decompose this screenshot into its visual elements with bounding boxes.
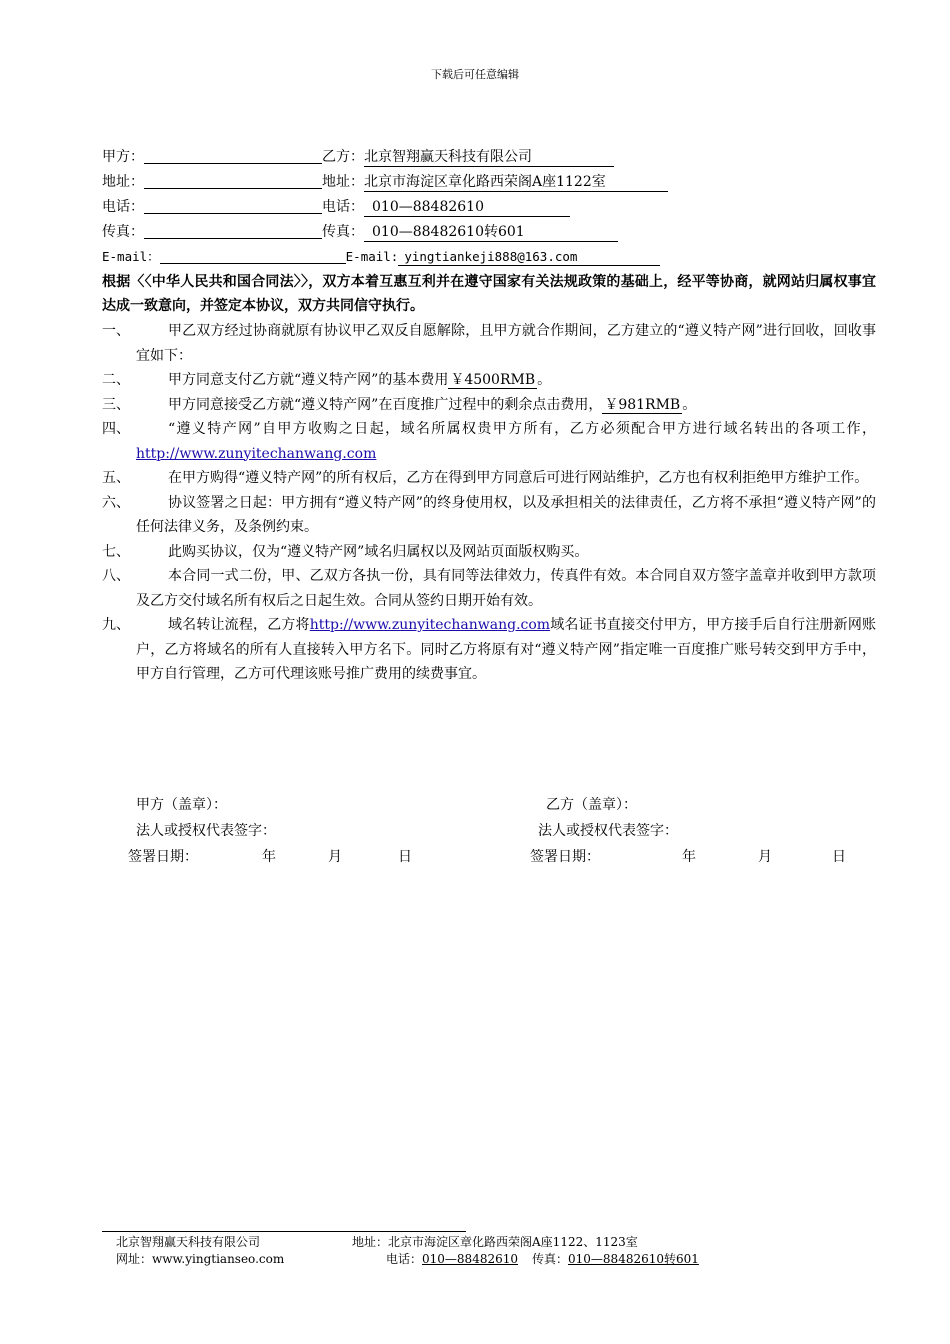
party-a-email-blank [160, 247, 346, 264]
party-a-fax-blank [144, 222, 322, 239]
party-b-signature-block [530, 792, 846, 870]
year-label: 年 [682, 849, 696, 865]
clause-number: 六、 [102, 494, 130, 511]
footer-fax-label: 传真： [532, 1252, 569, 1266]
clause-2 [102, 368, 876, 393]
party-a-label: 甲方： [102, 149, 144, 165]
day-label: 日 [832, 849, 846, 865]
clause-text-part: 。 [682, 396, 697, 413]
footer-phone-label: 电话： [386, 1252, 423, 1266]
month-label: 月 [328, 849, 342, 865]
footer-right [352, 1234, 699, 1268]
party-a-phone-blank [144, 197, 322, 214]
clause-text [102, 417, 876, 466]
clause-text [102, 393, 876, 418]
footer-divider [102, 1231, 466, 1232]
clause-text-part: 甲方同意支付乙方就“遵义特产网”的基本费用 [168, 372, 449, 388]
party-b-phone-label: 电话： [322, 199, 364, 215]
clause-number: 二、 [102, 372, 130, 388]
footer-address-row [352, 1234, 699, 1251]
clause-number: 七、 [102, 543, 130, 560]
party-name-row [102, 146, 882, 171]
clause-number: 八、 [102, 568, 130, 584]
party-b-seal-label: 乙方（盖章）： [546, 797, 637, 813]
party-a-address-label: 地址： [102, 174, 144, 190]
fax-row [102, 221, 882, 246]
footer-phone: 010—88482610 [422, 1252, 518, 1266]
party-b-fax-label: 传真： [322, 224, 364, 240]
clause-number: 九、 [102, 617, 130, 633]
clause-number: 一、 [102, 323, 130, 339]
email-row [102, 246, 882, 271]
footer-website: www.yingtianseo.com [152, 1252, 285, 1266]
party-a-phone-label: 电话： [102, 199, 144, 215]
party-b-fax: 010—88482610转601 [364, 224, 618, 242]
footer-company: 北京智翔赢天科技有限公司 [116, 1235, 261, 1249]
party-b-name: 北京智翔赢天科技有限公司 [364, 149, 614, 167]
click-fee-amount: ￥981RMB [604, 396, 681, 413]
clause-1 [102, 319, 876, 368]
address-row [102, 171, 882, 196]
clause-text: 协议签署之日起：甲方拥有“遵义特产网”的终身使用权，以及承担相关的法律责任，乙方将不承担“遵义特产网”的任何法律义务，及条例约束。 [136, 494, 876, 535]
party-b-rep-label: 法人或授权代表签字： [538, 823, 678, 839]
clause-text-part: 甲方同意接受乙方就“遵义特产网”在百度推广过程中的剩余点击费用， [168, 396, 603, 413]
party-b-date-row [530, 844, 846, 870]
clause-number: 五、 [102, 470, 130, 486]
footer-website-label: 网址： [116, 1252, 153, 1266]
website-link[interactable]: http://www.zunyitechanwang.com [136, 445, 377, 462]
party-a-fax-label: 传真： [102, 224, 144, 240]
party-b-label: 乙方： [322, 149, 364, 165]
phone-row [102, 196, 882, 221]
clause-7 [102, 540, 876, 565]
month-label: 月 [758, 849, 772, 865]
party-a-rep-label: 法人或授权代表签字： [136, 823, 276, 839]
clause-text [102, 613, 876, 687]
party-a-name-blank [144, 147, 322, 164]
party-a-seal-label: 甲方（盖章）： [136, 797, 227, 813]
party-a-signature-block [128, 792, 412, 870]
year-label: 年 [262, 849, 276, 865]
website-link[interactable]: http://www.zunyitechanwang.com [309, 617, 551, 633]
clause-number: 三、 [102, 396, 130, 413]
footer-contact-row [352, 1251, 699, 1268]
footer-fax: 010—88482610转601 [568, 1252, 699, 1266]
footer-left [116, 1234, 284, 1268]
intro-paragraph: 根据〈〈中华人民共和国合同法〉〉，双方本着互惠互利并在遵守国家有关法规政策的基础上，经平等协商，就网站归属权事宜达成一致意向，并签定本协议，双方共同信守执行。 [102, 274, 876, 314]
clause-5 [102, 466, 876, 491]
header-note: 下载后可任意编辑 [431, 68, 519, 81]
party-a-email-label: E-mail： [102, 249, 160, 264]
clause-text [102, 368, 876, 393]
footer-website-row [116, 1251, 284, 1268]
day-label: 日 [398, 849, 412, 865]
clause-6 [102, 491, 876, 540]
clause-list [102, 319, 876, 687]
clause-4 [102, 417, 876, 466]
date-label: 签署日期： [530, 849, 600, 865]
party-b-address-label: 地址： [322, 174, 364, 190]
clause-8 [102, 564, 876, 613]
clause-text-part: 域名证书直接交付甲方，甲方接手后自行注册新网账户，乙方将域名的所有人直接转入甲方名下。同时乙方将原有对“遵义特产网”指定唯一百度推广账号转交到甲方手中，甲方自行管理，乙方可代理该账号推广费用的续费事宜。 [136, 617, 877, 682]
clause-3 [102, 393, 876, 418]
party-a-date-row [128, 844, 412, 870]
clause-9 [102, 613, 876, 687]
party-b-address: 北京市海淀区章化路西荣阁A座1122室 [364, 174, 668, 192]
clause-text-part: 。 [537, 372, 552, 388]
clause-text: 此购买协议，仅为“遵义特产网”域名归属权以及网站页面版权购买。 [168, 543, 589, 560]
clause-text-part: 域名转让流程，乙方将 [168, 617, 310, 633]
clause-text: 本合同一式二份，甲、乙双方各执一份，具有同等法律效力，传真件有效。本合同自双方签字盖章并收到甲方款项及乙方交付域名所有权后之日起生效。合同从签约日期开始有效。 [136, 568, 876, 609]
party-b-email-label: E-mail: [345, 249, 399, 264]
party-b-email: yingtiankeji888@163.com [398, 248, 660, 266]
party-info [102, 146, 882, 271]
footer-address-label: 地址： [352, 1235, 389, 1249]
clause-number: 四、 [102, 421, 130, 437]
date-label: 签署日期： [128, 849, 198, 865]
clause-text-part: “遵义特产网”自甲方收购之日起，域名所属权贵甲方所有，乙方必须配合甲方进行域名转出的各项工作， [168, 421, 876, 437]
clause-text: 在甲方购得“遵义特产网”的所有权后，乙方在得到甲方同意后可进行网站维护，乙方也有权利拒绝甲方维护工作。 [168, 470, 869, 486]
party-b-phone: 010—88482610 [364, 199, 570, 217]
party-a-address-blank [144, 172, 322, 189]
base-fee-amount: ￥4500RMB [450, 372, 536, 388]
footer-address: 北京市海淀区章化路西荣阁A座1122、1123室 [388, 1235, 638, 1249]
clause-text: 甲乙双方经过协商就原有协议甲乙双反自愿解除，且甲方就合作期间，乙方建立的“遵义特产网”进行回收，回收事宜如下： [136, 323, 876, 364]
